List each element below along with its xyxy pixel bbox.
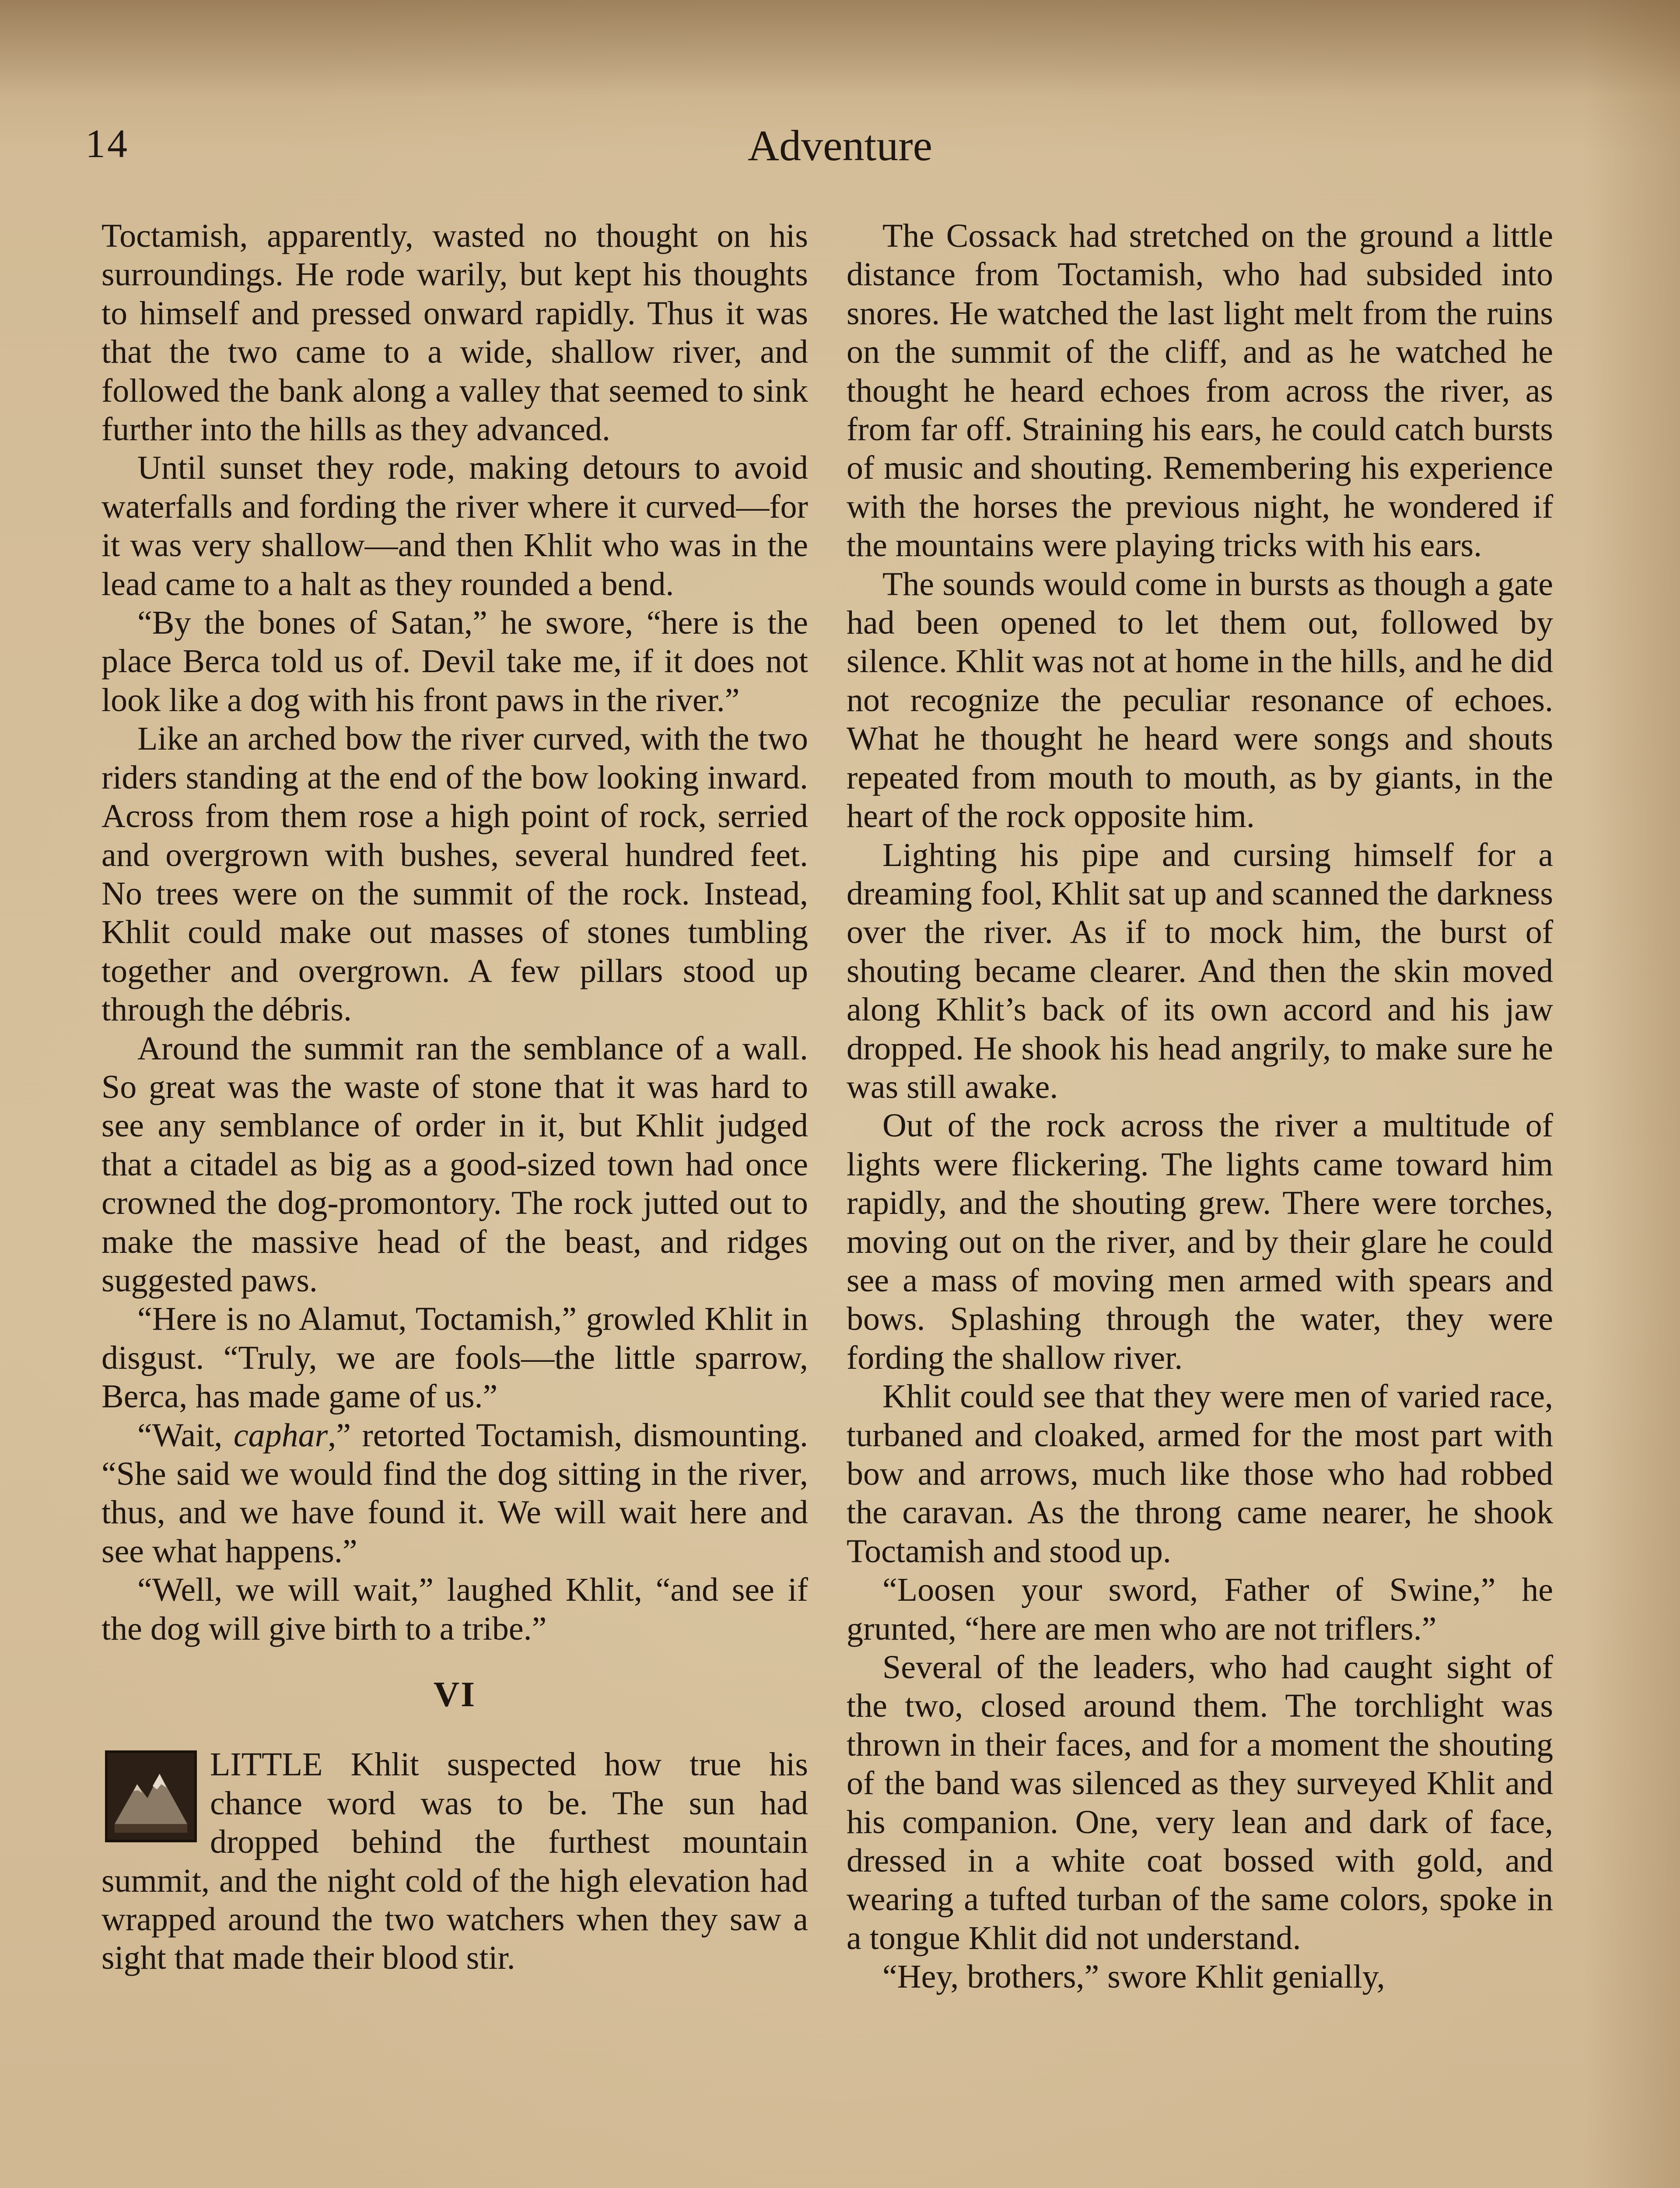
magazine-title: Adventure	[747, 121, 933, 170]
caphar-suffix: ,” retorted Toctamish, dismounting. “She said we would find the dog sitting in the river, thus, and we have found it. We will wait here and see what happens.”	[102, 1417, 808, 1570]
paragraph: “Here is no Alamut, Toctamish,” growled Khlit in disgust. “Truly, we are fools—the little sparrow, Berca, has made game of us.”	[102, 1301, 808, 1415]
paragraph: “Well, we will wait,” laughed Khlit, “and see if the dog will give birth to a tribe.”	[102, 1571, 808, 1647]
left-column	[102, 217, 808, 1978]
paragraph: Like an arched bow the river curved, with the two riders standing at the end of the bow looking inward. Across from them rose a high point of rock, serried and overgrown with bushes, several hundred feet. No trees were on the summit of the rock. Instead, Khlit could make out masses of stones tumbling together and overgrown. A few pillars stood up through the débris.	[102, 720, 808, 1028]
paragraph: Around the summit ran the semblance of a wall. So great was the waste of stone that it was hard to see any semblance of order in it, but Khlit judged that a citadel as big as a good-sized town had once crowned the dog-promontory. The rock jutted out to make the massive head of the beast, and ridges suggested paws.	[102, 1030, 808, 1299]
paragraph: Until sunset they rode, making detours to avoid waterfalls and fording the river where it curved—for it was very shallow—and then Khlit who was in the lead came to a halt as they rounded a bend.	[102, 449, 808, 603]
paragraph: “By the bones of Satan,” he swore, “here is the place Berca told us of. Devil take me, if it does not look like a dog with his front paws in the river.”	[102, 604, 808, 719]
page-number: 14	[85, 121, 129, 166]
mountain-vignette-icon	[105, 1750, 197, 1842]
section-heading: VI	[433, 1674, 476, 1715]
paragraph: “Loosen your sword, Father of Swine,” he grunted, “here are men who are not triflers.”	[847, 1571, 1553, 1647]
paragraph	[102, 1416, 808, 1571]
paragraph: Khlit could see that they were men of varied race, turbaned and cloaked, armed for the most part with bow and arrows, much like those who had robbed the caravan. As the throng came nearer, he shook Toctamish and stood up.	[847, 1378, 1553, 1570]
paragraph: “Hey, brothers,” swore Khlit genially,	[882, 1958, 1385, 1995]
paragraph: Lighting his pipe and cursing himself for a dreaming fool, Khlit sat up and scanned the darkness over the river. As if to mock him, the burst of shouting became clearer. And then the skin moved along Khlit’s back of its own accord and his jaw dropped. He shook his head angrily, to make sure he was still awake.	[847, 836, 1553, 1105]
caphar-word: caphar	[233, 1417, 328, 1454]
section-opening-text: LITTLE Khlit suspected how true his chance word was to be. The sun had dropped behind the furthest mountain summit, and the night cold of the high elevation had wrapped around the two watchers when they saw a sight that made their blood stir.	[102, 1746, 808, 1977]
paragraph: Toctamish, apparently, wasted no thought on his surroundings. He rode warily, but kept his thoughts to himself and pressed onward rapidly. Thus it was that the two came to a wide, shallow river, and followed the bank along a valley that seemed to sink further into the hills as they advanced.	[102, 217, 808, 448]
section-opening-paragraph	[102, 1745, 808, 1977]
paragraph: The Cossack had stretched on the ground a little distance from Toctamish, who had subsided into snores. He watched the last light melt from the ruins on the summit of the cliff, and as he watched he thought he heard echoes from across the river, as from far off. Straining his ears, he could catch bursts of music and shouting. Remembering his experience with the horses the previous night, he wondered if the mountains were playing tricks with his ears.	[847, 217, 1553, 564]
right-column	[847, 217, 1553, 1996]
caphar-prefix: “Wait,	[137, 1417, 234, 1454]
paragraph: The sounds would come in bursts as though a gate had been opened to let them out, followed by silence. Khlit was not at home in the hills, and he did not recognize the peculiar resonance of echoes. What he thought he heard were songs and shouts repeated from mouth to mouth, as by giants, in the heart of the rock opposite him.	[847, 565, 1553, 835]
paragraph: Several of the leaders, who had caught sight of the two, closed around them. The torchlight was thrown in their faces, and for a moment the shouting of the band was silenced as they surveyed Khlit and his companion. One, very lean and dark of face, dressed in a white coat bossed with gold, and wearing a tufted turban of the same colors, spoke in a tongue Khlit did not understand.	[847, 1649, 1553, 1957]
paragraph: Out of the rock across the river a multitude of lights were flickering. The lights came toward him rapidly, and the shouting grew. There were torches, moving out on the river, and by their glare he could see a mass of moving men armed with spears and bows. Splashing through the water, they were fording the shallow river.	[847, 1107, 1553, 1376]
running-head	[85, 120, 1595, 173]
